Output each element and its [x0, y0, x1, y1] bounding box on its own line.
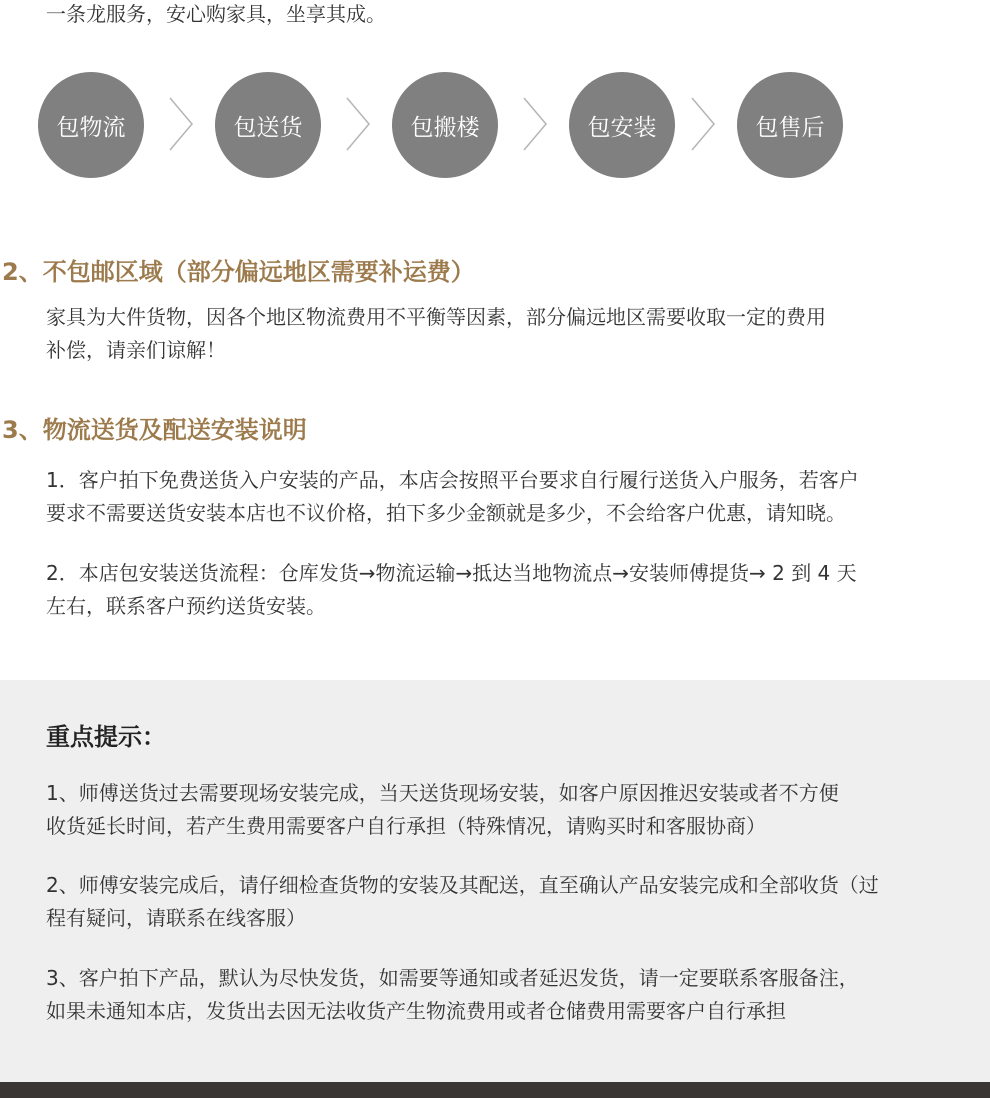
notice-item-3-line-2: 如果未通知本店，发货出去因无法收货产生物流费用或者仓储费用需要客户自行承担	[46, 999, 786, 1023]
chevron-right-icon	[168, 96, 194, 152]
section-2-title: 2、不包邮区域（部分偏远地区需要补运费）	[2, 258, 475, 286]
intro-text: 一条龙服务，安心购家具，坐享其成。	[46, 2, 386, 26]
section-3-item-2-line-2: 左右，联系客户预约送货安装。	[46, 594, 326, 618]
notice-title: 重点提示：	[46, 723, 166, 751]
chevron-right-icon	[690, 96, 716, 152]
chevron-right-icon	[522, 96, 548, 152]
step-carry-upstairs: 包搬楼	[392, 72, 498, 178]
notice-item-1-line-1: 1、师傅送货过去需要现场安装完成，当天送货现场安装，如客户原因推迟安装或者不方便	[46, 781, 839, 805]
section-3-title: 3、物流送货及配送安装说明	[2, 416, 307, 444]
notice-item-2-line-1: 2、师傅安装完成后，请仔细检查货物的安装及其配送，直至确认产品安装完成和全部收货（过	[46, 873, 879, 897]
section-2-line-2: 补偿，请亲们谅解！	[46, 338, 226, 362]
step-delivery: 包送货	[215, 72, 321, 178]
footer-image-strip	[0, 1082, 990, 1098]
notice-item-3-line-1: 3、客户拍下产品，默认为尽快发货，如需要等通知或者延迟发货，请一定要联系客服备注，	[46, 966, 859, 990]
step-logistics: 包物流	[38, 72, 144, 178]
section-2-line-1: 家具为大件货物，因各个地区物流费用不平衡等因素，部分偏远地区需要收取一定的费用	[46, 305, 826, 329]
section-3-item-1-line-2: 要求不需要送货安装本店也不议价格，拍下多少金额就是多少，不会给客户优惠，请知晓。	[46, 501, 846, 525]
step-installation: 包安装	[569, 72, 675, 178]
notice-item-1-line-2: 收货延长时间，若产生费用需要客户自行承担（特殊情况，请购买时和客服协商）	[46, 814, 766, 838]
step-after-sales: 包售后	[737, 72, 843, 178]
section-3-item-1-line-1: 1．客户拍下免费送货入户安装的产品，本店会按照平台要求自行履行送货入户服务，若客户	[46, 468, 859, 492]
service-steps	[0, 0, 990, 200]
section-3-item-2-line-1: 2．本店包安装送货流程：仓库发货→物流运输→抵达当地物流点→安装师傅提货→ 2 到 4 天	[46, 561, 857, 585]
notice-item-2-line-2: 程有疑问，请联系在线客服）	[46, 906, 306, 930]
chevron-right-icon	[345, 96, 371, 152]
